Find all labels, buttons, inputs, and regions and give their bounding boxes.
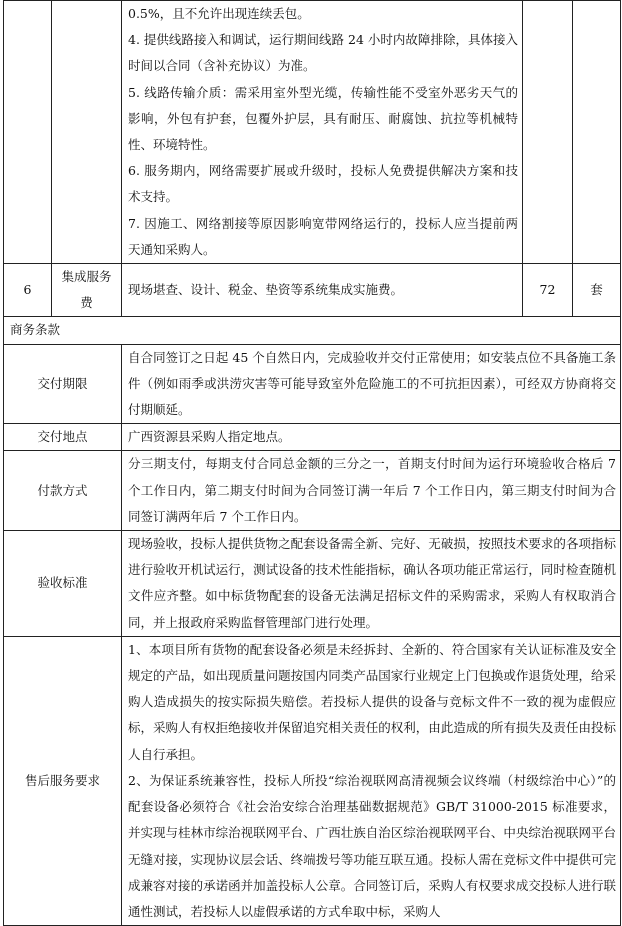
term-paragraph: 自合同签订之日起 45 个自然日内，完成验收并交付正常使用；如安装点位不具备施工条件（例如雨季或洪涝灾害等可能导致室外危险施工的不可抗拒因素），可经双方协商将交付期顺延。 — [128, 349, 616, 418]
tech-requirements-cell — [122, 1, 523, 264]
term-label: 交付期限 — [4, 344, 122, 424]
section-heading-row — [4, 317, 621, 344]
term-content — [122, 424, 621, 451]
terms-row-after-sales — [4, 636, 621, 925]
requirement-line: 7. 因施工、网络割接等原因影响宽带网络运行的，投标人应当提前两天通知采购人。 — [128, 215, 518, 257]
row-no-cell-empty — [4, 1, 52, 264]
item-number: 6 — [4, 264, 52, 317]
terms-row-payment — [4, 451, 621, 531]
term-label: 验收标准 — [4, 531, 122, 637]
row-name-cell-empty — [52, 1, 122, 264]
terms-row-acceptance — [4, 531, 621, 637]
procurement-table — [3, 0, 621, 926]
term-label: 付款方式 — [4, 451, 122, 531]
terms-row-delivery-location — [4, 424, 621, 451]
section-heading: 商务条款 — [4, 317, 621, 344]
term-paragraph: 分三期支付，每期支付合同总金额的三分之一，首期支付时间为运行环境验收合格后 7 个工作日内，第二期支付时间为合同签订满一年后 7 个工作日内，第三期支付时间为合同签订满两年后 7 个工作日内。 — [128, 456, 616, 524]
terms-row-delivery-period — [4, 344, 621, 424]
term-paragraph: 广西资源县采购人指定地点。 — [128, 429, 291, 445]
term-content — [122, 451, 621, 531]
item-quantity: 72 — [523, 264, 573, 317]
document-page — [3, 0, 620, 926]
qty-cell-empty — [523, 1, 573, 264]
term-label: 交付地点 — [4, 424, 122, 451]
item-name: 集成服务费 — [52, 264, 122, 317]
requirement-line: 5. 线路传输介质：需采用室外型光缆，传输性能不受室外恶劣天气的影响，外包有护套，包覆外护层，具有耐压、耐腐蚀、抗拉等机械特性、环境特性。 — [128, 84, 518, 153]
table-row-partial — [4, 1, 621, 264]
table-row — [4, 264, 621, 317]
requirement-line: 4. 提供线路接入和调试，运行期间线路 24 小时内故障排除，具体接入时间以合同（含补充协议）为准。 — [128, 32, 518, 74]
term-paragraph: 1、本项目所有货物的配套设备必须是未经拆封、全新的、符合国家有关认证标准及安全规定的产品，如出现质量问题按国内同类产品国家行业规定上门包换或作退货处理，给采购人造成损失的按实际损失赔偿。若投标人提供的设备与竞标文件不一致的视为虚假应标，采购人有权拒绝接收并保留追究相关责任的权利，由此造成的所有损失及责任由投标人自行承担。 — [128, 641, 616, 762]
term-content — [122, 531, 621, 637]
requirement-line: 0.5%，且不允许出现连续丢包。 — [128, 6, 310, 21]
requirement-line: 6. 服务期内，网络需要扩展或升级时，投标人免费提供解决方案和技术支持。 — [128, 163, 518, 205]
term-content — [122, 636, 621, 925]
item-unit: 套 — [573, 264, 621, 317]
term-label: 售后服务要求 — [4, 636, 122, 925]
term-content — [122, 344, 621, 424]
term-paragraph: 2、为保证系统兼容性，投标人所投“综治视联网高清视频会议终端（村级综治中心）”的配套设备必须符合《社会治安综合治理基础数据规范》GB/T 31000-2015 标准要求，并实现与桂林市综治视联网平台、广西壮族自治区综治视联网平台、中央综治视联网平台无缝对接，实现协议层会话、终端拨号等功能互联互通。投标人需在竞标文件中提供可完成兼容对接的承诺函并加盖投标人公章。合同签订后，采购人有权要求成交投标人进行联通性测试，若投标人以虚假承诺的方式牟取中标，采购人 — [128, 772, 616, 919]
item-description: 现场堪查、设计、税金、垫资等系统集成实施费。 — [122, 264, 523, 317]
unit-cell-empty — [573, 1, 621, 264]
term-paragraph: 现场验收，投标人提供货物之配套设备需全新、完好、无破损，按照技术要求的各项指标进行验收开机试运行，测试设备的技术性能指标，确认各项功能正常运行，同时检查随机文件应齐整。如中标货物配套的设备无法满足招标文件的采购需求，采购人有权取消合同，并上报政府采购监督管理部门进行处理。 — [128, 536, 616, 630]
